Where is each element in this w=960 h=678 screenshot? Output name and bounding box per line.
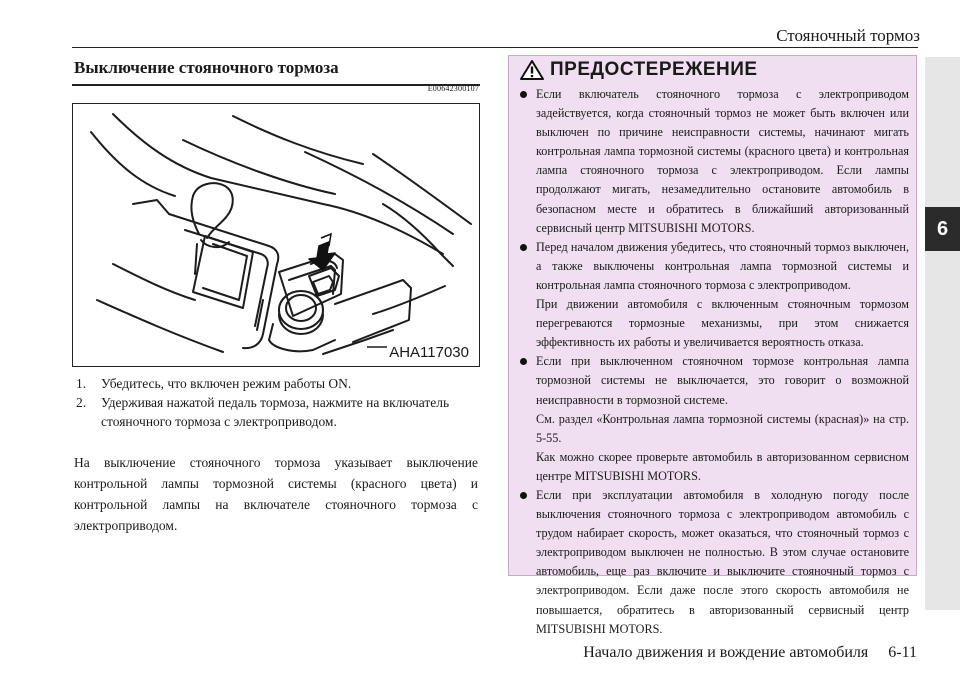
- warning-title: ПРЕДОСТЕРЕЖЕНИЕ: [550, 59, 758, 80]
- figure-illustration: [72, 103, 480, 367]
- footer-chapter-title: Начало движения и вождение автомобиля: [583, 644, 869, 661]
- warning-box: [508, 55, 917, 636]
- page-number: 6-11: [888, 644, 917, 661]
- warning-text: Если при эксплуатации автомобиля в холодную погоду после выключения стояночного тормоза с электроприводом автомобиль с трудом набирает скорость, может оказаться, что стояночный тормоз с электроприводом выключен не полностью. В этом случае остановите автомобиль, еще раз включите и выключите стояночный тормоз с электроприводом. Если даже после этого скорость автомобиля не повышается, обратитесь в авторизованный сервисный центр MITSUBISHI MOTORS.: [536, 487, 909, 636]
- side-tab: [925, 57, 960, 610]
- parking-brake-switch-illustration: [73, 104, 479, 366]
- figure-code: AHA117030: [389, 344, 469, 361]
- chapter-badge: 6: [925, 207, 960, 251]
- step-number: 1.: [76, 376, 87, 391]
- warning-text: При движении автомобиля с включенным стояночным тормозом перегреваются тормозные механизмы, при этом снижается эффективность их работы и увеличивается вероятность отказа.: [536, 297, 909, 350]
- header-rule: [72, 47, 918, 48]
- section-rule: [72, 84, 480, 86]
- warning-text: Перед началом движения убедитесь, что стояночный тормоз выключен, а также выключены контрольная лампа тормозной системы и контрольная лампа стояночного тормоза с электроприводом.: [536, 239, 909, 292]
- warning-text: Если включатель стояночного тормоза с электроприводом задействуется, когда стояночный тормоз не может быть включен или выключен по причине неисправности системы, начинают мигать контрольная лампа тормозной системы (красного цвета) и контрольная лампа стояночного тормоза с электроприводом. Если лампы продолжают мигать, незамедлительно остановите автомобиль в безопасном месте и обратитесь в ближайший авторизованный сервисный центр MITSUBISHI MOTORS.: [536, 87, 909, 235]
- push-arrow-icon: [309, 234, 335, 270]
- warning-header: [509, 56, 916, 84]
- bullet-icon: [520, 244, 527, 251]
- warning-list: [519, 85, 909, 639]
- warning-item: [519, 238, 909, 353]
- bullet-icon: [520, 358, 527, 365]
- warning-triangle-icon: [519, 59, 545, 81]
- procedure-steps: [72, 374, 480, 431]
- step-text: Удерживая нажатой педаль тормоза, нажмите на включатель стояночного тормоза с электроприводом.: [101, 395, 450, 429]
- warning-item: [519, 85, 909, 238]
- bullet-icon: [520, 91, 527, 98]
- bullet-icon: [520, 492, 527, 499]
- procedure-step: [72, 374, 480, 393]
- running-header: Стояночный тормоз: [776, 26, 920, 45]
- warning-text: Если при выключенном стояночном тормозе контрольная лампа тормозной системы не выключается, это говорит о возможной неисправности в тормозной системе.: [536, 354, 909, 407]
- step-number: 2.: [76, 395, 87, 410]
- warning-text: См. раздел «Контрольная лампа тормозной системы (красная)» на стр. 5-55.: [536, 411, 909, 445]
- warning-item: [519, 486, 909, 639]
- procedure-step: [72, 393, 480, 431]
- page-footer: [583, 644, 917, 662]
- section-title: Выключение стояночного тормоза: [74, 58, 339, 77]
- warning-text: Как можно скорее проверьте автомобиль в авторизованном сервисном центре MITSUBISHI MOTORS.: [536, 449, 909, 483]
- section-code: E00642300107: [427, 84, 479, 93]
- body-paragraph: На выключение стояночного тормоза указывает выключение контрольной лампы тормозной системы (красного цвета) и контрольной лампы на включателе стояночного тормоза с электроприводом.: [74, 455, 478, 533]
- step-text: Убедитесь, что включен режим работы ON.: [101, 376, 352, 391]
- warning-item: [519, 352, 909, 486]
